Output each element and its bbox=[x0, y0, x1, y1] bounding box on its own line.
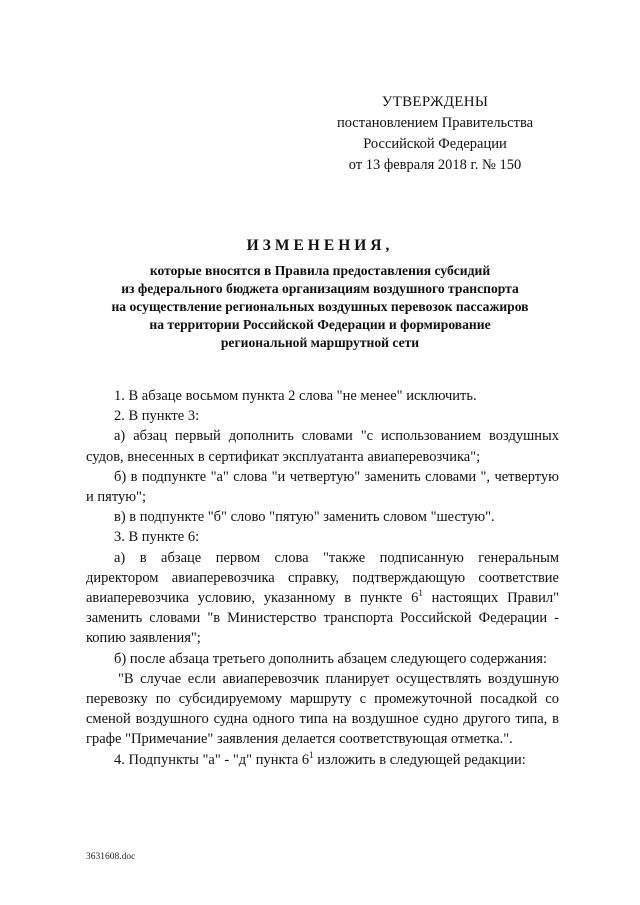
paragraph-7-text-a: а) в абзаце первом слова "также подписанную генеральным директором авиаперевозчика справку, подтверждающую соответствие авиаперевозчика условию, указанному в пункте 6 bbox=[86, 549, 559, 607]
subtitle-line-4: на территории Российской Федерации и формирование bbox=[149, 317, 491, 332]
document-body bbox=[86, 386, 559, 770]
file-name-footer: 3631608.doc bbox=[86, 852, 136, 862]
paragraph-6: 3. В пункте 6: bbox=[114, 529, 200, 546]
paragraph-8: б) после абзаца третьего дополнить абзацем следующего содержания: bbox=[114, 650, 547, 667]
paragraph-4: б) в подпункте "а" слова "и четвертую" заменить словами ", четвертую и пятую"; bbox=[86, 468, 559, 506]
paragraph-7 bbox=[86, 548, 559, 649]
approval-heading: УТВЕРЖДЕНЫ bbox=[381, 94, 489, 110]
subtitle-line-1: которые вносятся в Правила предоставления субсидий bbox=[149, 263, 491, 278]
approval-block bbox=[330, 92, 540, 176]
subtitle-line-2: из федерального бюджета организациям воздушного транспорта bbox=[121, 281, 519, 296]
document-title: ИЗМЕНЕНИЯ, bbox=[246, 237, 394, 254]
approval-line-3: от 13 февраля 2018 г. № 150 bbox=[348, 157, 522, 173]
approval-line-2: Российской Федерации bbox=[363, 136, 507, 152]
paragraph-10-text-a: 4. Подпункты "а" - "д" пункта 6 bbox=[114, 751, 310, 768]
paragraph-2: 2. В пункте 3: bbox=[114, 408, 200, 425]
subtitle-line-5: региональной маршрутной сети bbox=[220, 335, 420, 350]
subtitle-line-3: на осуществление региональных воздушных перевозок пассажиров bbox=[111, 299, 529, 314]
paragraph-7-text-b: настоящих Правил" заменить словами "в Министерство транспорта Российской Федерации - копию заявления"; bbox=[86, 590, 559, 647]
paragraph-1: 1. В абзаце восьмом пункта 2 слова "не менее" исключить. bbox=[114, 388, 477, 404]
paragraph-9: "В случае если авиаперевозчик планирует осуществлять воздушную перевозку по субсидируемому маршруту с промежуточной посадкой со сменой воздушного судна одного типа на воздушное судно другого типа, в графе "Примечание" заявления делается соответствующая отметка.". bbox=[86, 670, 559, 748]
document-subtitle bbox=[60, 262, 580, 352]
paragraph-7-superscript: 1 bbox=[418, 588, 423, 599]
paragraph-5: в) в подпункте "б" слово "пятую" заменить словом "шестую". bbox=[114, 509, 495, 526]
paragraph-10-superscript: 1 bbox=[309, 749, 314, 760]
paragraph-10-text-b: изложить в следующей редакции: bbox=[313, 751, 526, 768]
paragraph-3: а) абзац первый дополнить словами "с использованием воздушных судов, внесенных в сертификат эксплуатанта авиаперевозчика"; bbox=[86, 428, 559, 465]
paragraph-10 bbox=[86, 750, 559, 770]
approval-line-1: постановлением Правительства bbox=[336, 115, 534, 131]
